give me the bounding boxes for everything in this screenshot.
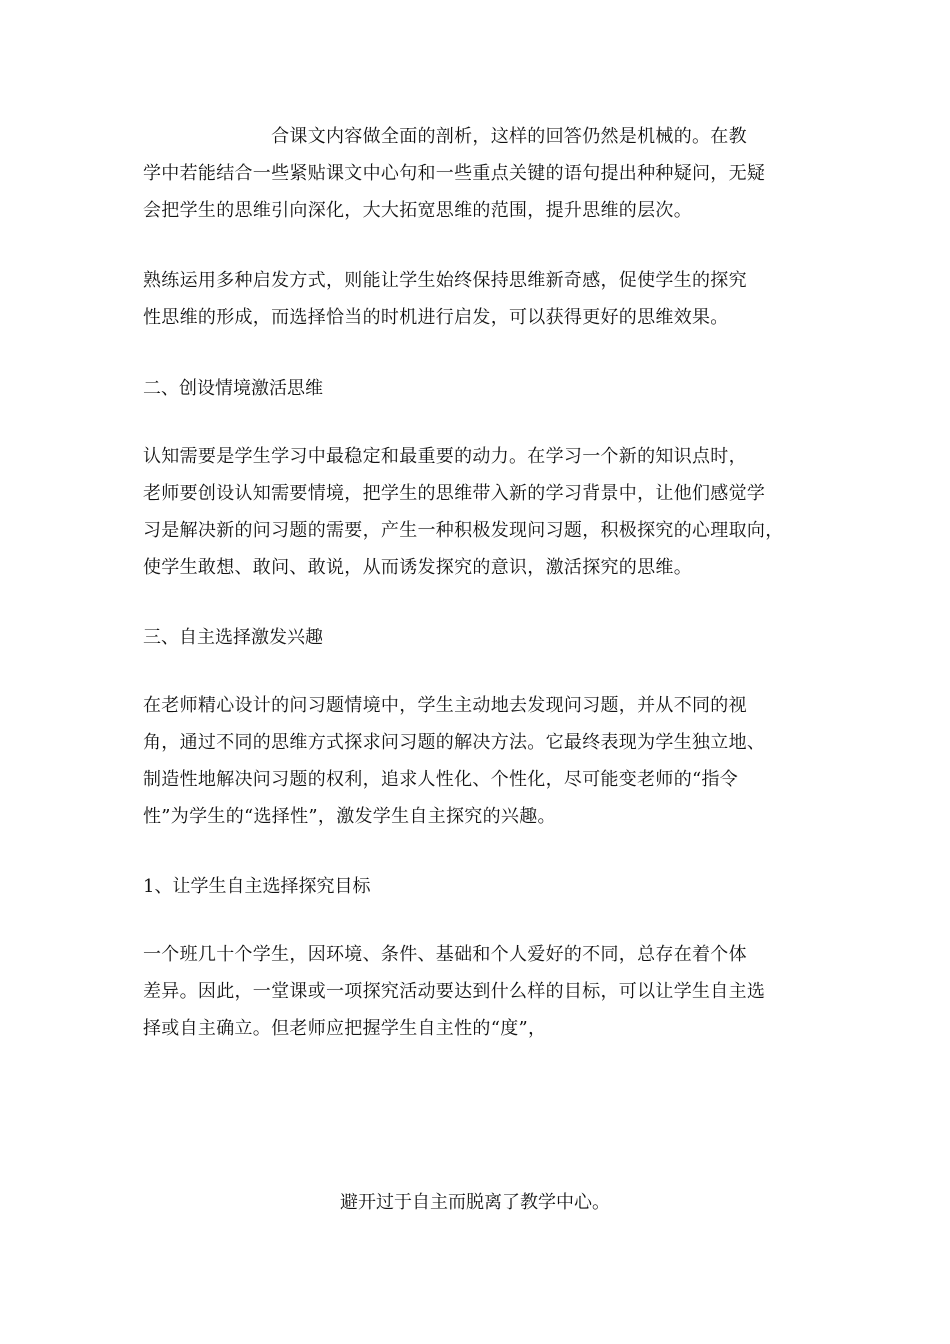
paragraph-intro [143, 118, 813, 229]
paragraph-student-differences [143, 936, 813, 1047]
text-line: 制造性地解决问习题的权利，追求人性化、个性化，尽可能变老师的“指令 [143, 769, 739, 790]
text-line: 习是解决新的问习题的需要，产生一种积极发现问习题，积极探究的心理取向， [143, 520, 784, 541]
text-line: 在老师精心设计的问习题情境中，学生主动地去发现问习题，并从不同的视 [143, 695, 747, 716]
text-line: 差异。因此，一堂课或一项探究活动要达到什么样的目标，可以让学生自主选 [143, 981, 766, 1002]
section-heading-3: 三、自主选择激发兴趣 [143, 627, 323, 648]
text-line: 角，通过不同的思维方式探求问习题的解决方法。它最终表现为学生独立地、 [143, 732, 766, 753]
text-line: 合课文内容做全面的剖析，这样的回答仍然是机械的。在教 [143, 126, 747, 147]
text-line: 学中若能结合一些紧贴课文中心句和一些重点关键的语句提出种种疑问，无疑 [143, 163, 766, 184]
text-line: 老师要创设认知需要情境，把学生的思维带入新的学习背景中，让他们感觉学 [143, 483, 766, 504]
paragraph-problem-situation [143, 687, 813, 835]
text-line: 性思维的形成，而选择恰当的时机进行启发，可以获得更好的思维效果。 [143, 307, 729, 328]
paragraph-heuristic-methods [143, 262, 813, 336]
text-line: 使学生敢想、敢问、敢说，从而诱发探究的意识，激活探究的思维。 [143, 557, 692, 578]
text-line: 熟练运用多种启发方式，则能让学生始终保持思维新奇感，促使学生的探究 [143, 270, 747, 291]
section-heading-2: 二、创设情境激活思维 [143, 378, 323, 399]
page-bottom-line: 避开过于自主而脱离了教学中心。 [340, 1192, 610, 1213]
text-line: 性”为学生的“选择性”，激发学生自主探究的兴趣。 [143, 806, 556, 827]
text-line: 认知需要是学生学习中最稳定和最重要的动力。在学习一个新的知识点时， [143, 446, 747, 467]
text-line: 一个班几十个学生，因环境、条件、基础和个人爱好的不同，总存在着个体 [143, 944, 747, 965]
text-line: 择或自主确立。但老师应把握学生自主性的“度”， [143, 1018, 547, 1039]
paragraph-cognitive-needs [143, 438, 813, 586]
subsection-heading-1: 1、让学生自主选择探究目标 [143, 876, 371, 897]
text-line: 会把学生的思维引向深化，大大拓宽思维的范围，提升思维的层次。 [143, 200, 692, 221]
